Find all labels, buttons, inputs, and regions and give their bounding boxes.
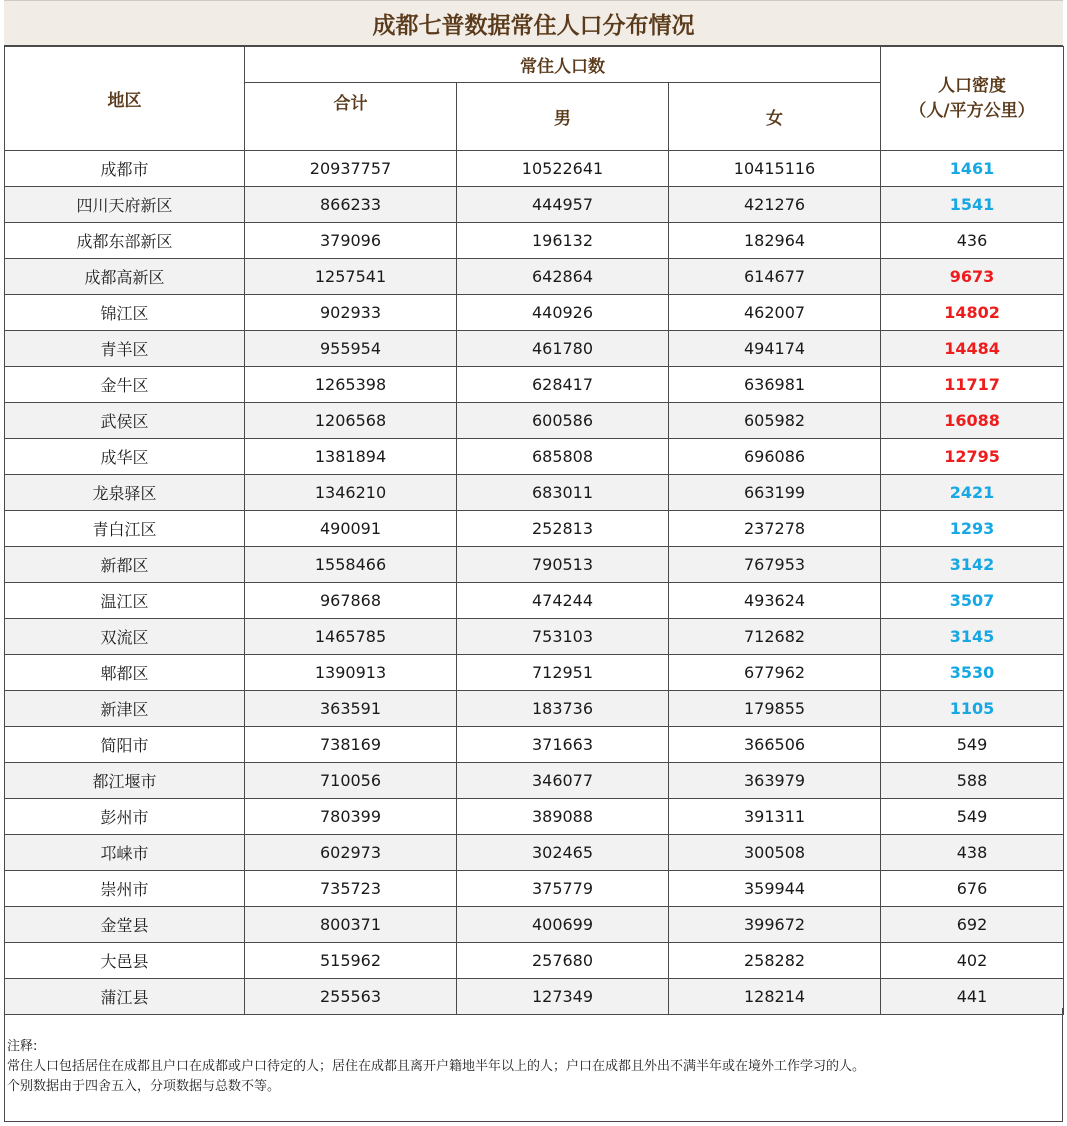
cell-density[interactable]: 11717	[881, 367, 1064, 403]
cell-male[interactable]: 127349	[457, 979, 669, 1015]
cell-male[interactable]: 183736	[457, 691, 669, 727]
cell-density[interactable]: 438	[881, 835, 1064, 871]
cell-density[interactable]: 441	[881, 979, 1064, 1015]
cell-density[interactable]: 692	[881, 907, 1064, 943]
cell-male[interactable]: 346077	[457, 763, 669, 799]
cell-male[interactable]: 712951	[457, 655, 669, 691]
cell-region[interactable]: 简阳市	[5, 727, 245, 763]
cell-male[interactable]: 642864	[457, 259, 669, 295]
cell-density[interactable]: 12795	[881, 439, 1064, 475]
cell-total[interactable]: 780399	[245, 799, 457, 835]
table-row[interactable]	[5, 799, 1064, 835]
notes-section	[4, 1008, 1063, 1122]
cell-density[interactable]: 402	[881, 943, 1064, 979]
cell-total[interactable]: 602973	[245, 835, 457, 871]
table-row[interactable]	[5, 835, 1064, 871]
cell-region[interactable]: 蒲江县	[5, 979, 245, 1015]
table-row[interactable]	[5, 403, 1064, 439]
cell-total[interactable]: 1257541	[245, 259, 457, 295]
cell-total[interactable]: 20937757	[245, 151, 457, 187]
cell-region[interactable]: 温江区	[5, 583, 245, 619]
header-male[interactable]: 男	[457, 83, 669, 151]
cell-density[interactable]: 3142	[881, 547, 1064, 583]
header-total[interactable]: 合计	[245, 83, 457, 151]
cell-male[interactable]: 257680	[457, 943, 669, 979]
cell-density[interactable]: 14484	[881, 331, 1064, 367]
cell-male[interactable]: 685808	[457, 439, 669, 475]
notes-label: 注释:	[7, 1039, 38, 1054]
table-row[interactable]	[5, 475, 1064, 511]
cell-male[interactable]: 389088	[457, 799, 669, 835]
cell-male[interactable]: 444957	[457, 187, 669, 223]
table-row[interactable]	[5, 691, 1064, 727]
header-density-label: 人口密度	[938, 75, 1007, 96]
cell-region[interactable]: 郫都区	[5, 655, 245, 691]
cell-region[interactable]: 都江堰市	[5, 763, 245, 799]
cell-female[interactable]: 696086	[669, 439, 881, 475]
cell-male[interactable]: 440926	[457, 295, 669, 331]
cell-female[interactable]: 237278	[669, 511, 881, 547]
cell-density[interactable]: 2421	[881, 475, 1064, 511]
cell-total[interactable]: 1558466	[245, 547, 457, 583]
cell-density[interactable]: 3530	[881, 655, 1064, 691]
cell-region[interactable]: 武侯区	[5, 403, 245, 439]
cell-total[interactable]: 515962	[245, 943, 457, 979]
cell-total[interactable]: 490091	[245, 511, 457, 547]
header-density[interactable]	[881, 47, 1064, 151]
table-row[interactable]	[5, 655, 1064, 691]
cell-female[interactable]: 363979	[669, 763, 881, 799]
table-row[interactable]	[5, 331, 1064, 367]
cell-region[interactable]: 崇州市	[5, 871, 245, 907]
cell-total[interactable]: 902933	[245, 295, 457, 331]
cell-region[interactable]: 新都区	[5, 547, 245, 583]
table-row[interactable]	[5, 547, 1064, 583]
cell-density[interactable]: 1541	[881, 187, 1064, 223]
cell-female[interactable]: 359944	[669, 871, 881, 907]
cell-region[interactable]: 成都市	[5, 151, 245, 187]
cell-female[interactable]: 258282	[669, 943, 881, 979]
cell-region[interactable]: 龙泉驿区	[5, 475, 245, 511]
cell-female[interactable]: 391311	[669, 799, 881, 835]
cell-region[interactable]: 四川天府新区	[5, 187, 245, 223]
cell-female[interactable]: 663199	[669, 475, 881, 511]
cell-total[interactable]: 363591	[245, 691, 457, 727]
table-row[interactable]	[5, 223, 1064, 259]
header-region[interactable]: 地区	[5, 47, 245, 151]
cell-region[interactable]: 双流区	[5, 619, 245, 655]
notes-line-2: 个别数据由于四舍五入，分项数据与总数不等。	[7, 1079, 281, 1094]
cell-female[interactable]: 128214	[669, 979, 881, 1015]
cell-male[interactable]: 790513	[457, 547, 669, 583]
cell-male[interactable]: 252813	[457, 511, 669, 547]
cell-male[interactable]: 628417	[457, 367, 669, 403]
cell-total[interactable]: 379096	[245, 223, 457, 259]
cell-male[interactable]: 10522641	[457, 151, 669, 187]
cell-male[interactable]: 371663	[457, 727, 669, 763]
cell-female[interactable]: 399672	[669, 907, 881, 943]
cell-female[interactable]: 493624	[669, 583, 881, 619]
cell-female[interactable]: 462007	[669, 295, 881, 331]
table-row[interactable]	[5, 295, 1064, 331]
cell-male[interactable]: 753103	[457, 619, 669, 655]
cell-density[interactable]: 436	[881, 223, 1064, 259]
cell-region[interactable]: 新津区	[5, 691, 245, 727]
cell-density[interactable]: 1461	[881, 151, 1064, 187]
cell-total[interactable]: 955954	[245, 331, 457, 367]
cell-total[interactable]: 735723	[245, 871, 457, 907]
cell-female[interactable]: 636981	[669, 367, 881, 403]
cell-female[interactable]: 677962	[669, 655, 881, 691]
cell-density[interactable]: 1105	[881, 691, 1064, 727]
cell-total[interactable]: 1346210	[245, 475, 457, 511]
cell-total[interactable]: 800371	[245, 907, 457, 943]
cell-region[interactable]: 成都高新区	[5, 259, 245, 295]
cell-region[interactable]: 锦江区	[5, 295, 245, 331]
cell-female[interactable]: 605982	[669, 403, 881, 439]
table-row[interactable]	[5, 763, 1064, 799]
cell-total[interactable]: 738169	[245, 727, 457, 763]
cell-density[interactable]: 3145	[881, 619, 1064, 655]
cell-density[interactable]: 549	[881, 799, 1064, 835]
population-table	[4, 46, 1064, 1015]
cell-density[interactable]: 9673	[881, 259, 1064, 295]
cell-male[interactable]: 474244	[457, 583, 669, 619]
cell-female[interactable]: 767953	[669, 547, 881, 583]
cell-density[interactable]: 3507	[881, 583, 1064, 619]
cell-density[interactable]: 549	[881, 727, 1064, 763]
cell-female[interactable]: 614677	[669, 259, 881, 295]
cell-male[interactable]: 461780	[457, 331, 669, 367]
cell-region[interactable]: 青羊区	[5, 331, 245, 367]
table-body	[5, 151, 1064, 1015]
spreadsheet	[4, 0, 1063, 1126]
cell-female[interactable]: 712682	[669, 619, 881, 655]
cell-density[interactable]: 588	[881, 763, 1064, 799]
table-row[interactable]	[5, 367, 1064, 403]
notes-line-1: 常住人口包括居住在成都且户口在成都或户口待定的人；居住在成都且离开户籍地半年以上的人；户口在成都且外出不满半年或在境外工作学习的人。	[7, 1059, 866, 1074]
cell-total[interactable]: 255563	[245, 979, 457, 1015]
cell-male[interactable]: 683011	[457, 475, 669, 511]
cell-total[interactable]: 710056	[245, 763, 457, 799]
cell-density[interactable]: 1293	[881, 511, 1064, 547]
cell-total[interactable]: 1381894	[245, 439, 457, 475]
table-row[interactable]	[5, 439, 1064, 475]
table-row[interactable]	[5, 727, 1064, 763]
cell-total[interactable]: 1206568	[245, 403, 457, 439]
table-row[interactable]	[5, 511, 1064, 547]
cell-female[interactable]: 182964	[669, 223, 881, 259]
header-density-unit: （人/平方公里）	[909, 100, 1035, 121]
cell-total[interactable]: 1390913	[245, 655, 457, 691]
cell-total[interactable]: 1465785	[245, 619, 457, 655]
header-resident-population[interactable]: 常住人口数	[245, 47, 881, 83]
cell-female[interactable]: 300508	[669, 835, 881, 871]
cell-male[interactable]: 600586	[457, 403, 669, 439]
cell-region[interactable]: 金牛区	[5, 367, 245, 403]
cell-total[interactable]: 1265398	[245, 367, 457, 403]
table-row[interactable]	[5, 187, 1064, 223]
cell-region[interactable]: 成华区	[5, 439, 245, 475]
cell-female[interactable]: 421276	[669, 187, 881, 223]
cell-region[interactable]: 邛崃市	[5, 835, 245, 871]
cell-region[interactable]: 成都东部新区	[5, 223, 245, 259]
cell-male[interactable]: 400699	[457, 907, 669, 943]
cell-density[interactable]: 16088	[881, 403, 1064, 439]
table-row[interactable]	[5, 907, 1064, 943]
table-row[interactable]	[5, 151, 1064, 187]
cell-region[interactable]: 青白江区	[5, 511, 245, 547]
table-row[interactable]	[5, 871, 1064, 907]
cell-male[interactable]: 196132	[457, 223, 669, 259]
cell-male[interactable]: 375779	[457, 871, 669, 907]
table-row[interactable]	[5, 619, 1064, 655]
table-row[interactable]	[5, 943, 1064, 979]
cell-female[interactable]: 494174	[669, 331, 881, 367]
cell-male[interactable]: 302465	[457, 835, 669, 871]
cell-female[interactable]: 366506	[669, 727, 881, 763]
cell-region[interactable]: 彭州市	[5, 799, 245, 835]
cell-region[interactable]: 大邑县	[5, 943, 245, 979]
cell-total[interactable]: 866233	[245, 187, 457, 223]
cell-total[interactable]: 967868	[245, 583, 457, 619]
table-row[interactable]	[5, 583, 1064, 619]
cell-density[interactable]: 14802	[881, 295, 1064, 331]
cell-female[interactable]: 179855	[669, 691, 881, 727]
cell-density[interactable]: 676	[881, 871, 1064, 907]
sheet-title: 成都七普数据常住人口分布情况	[4, 0, 1063, 46]
cell-female[interactable]: 10415116	[669, 151, 881, 187]
header-female[interactable]: 女	[669, 83, 881, 151]
table-row[interactable]	[5, 259, 1064, 295]
cell-region[interactable]: 金堂县	[5, 907, 245, 943]
